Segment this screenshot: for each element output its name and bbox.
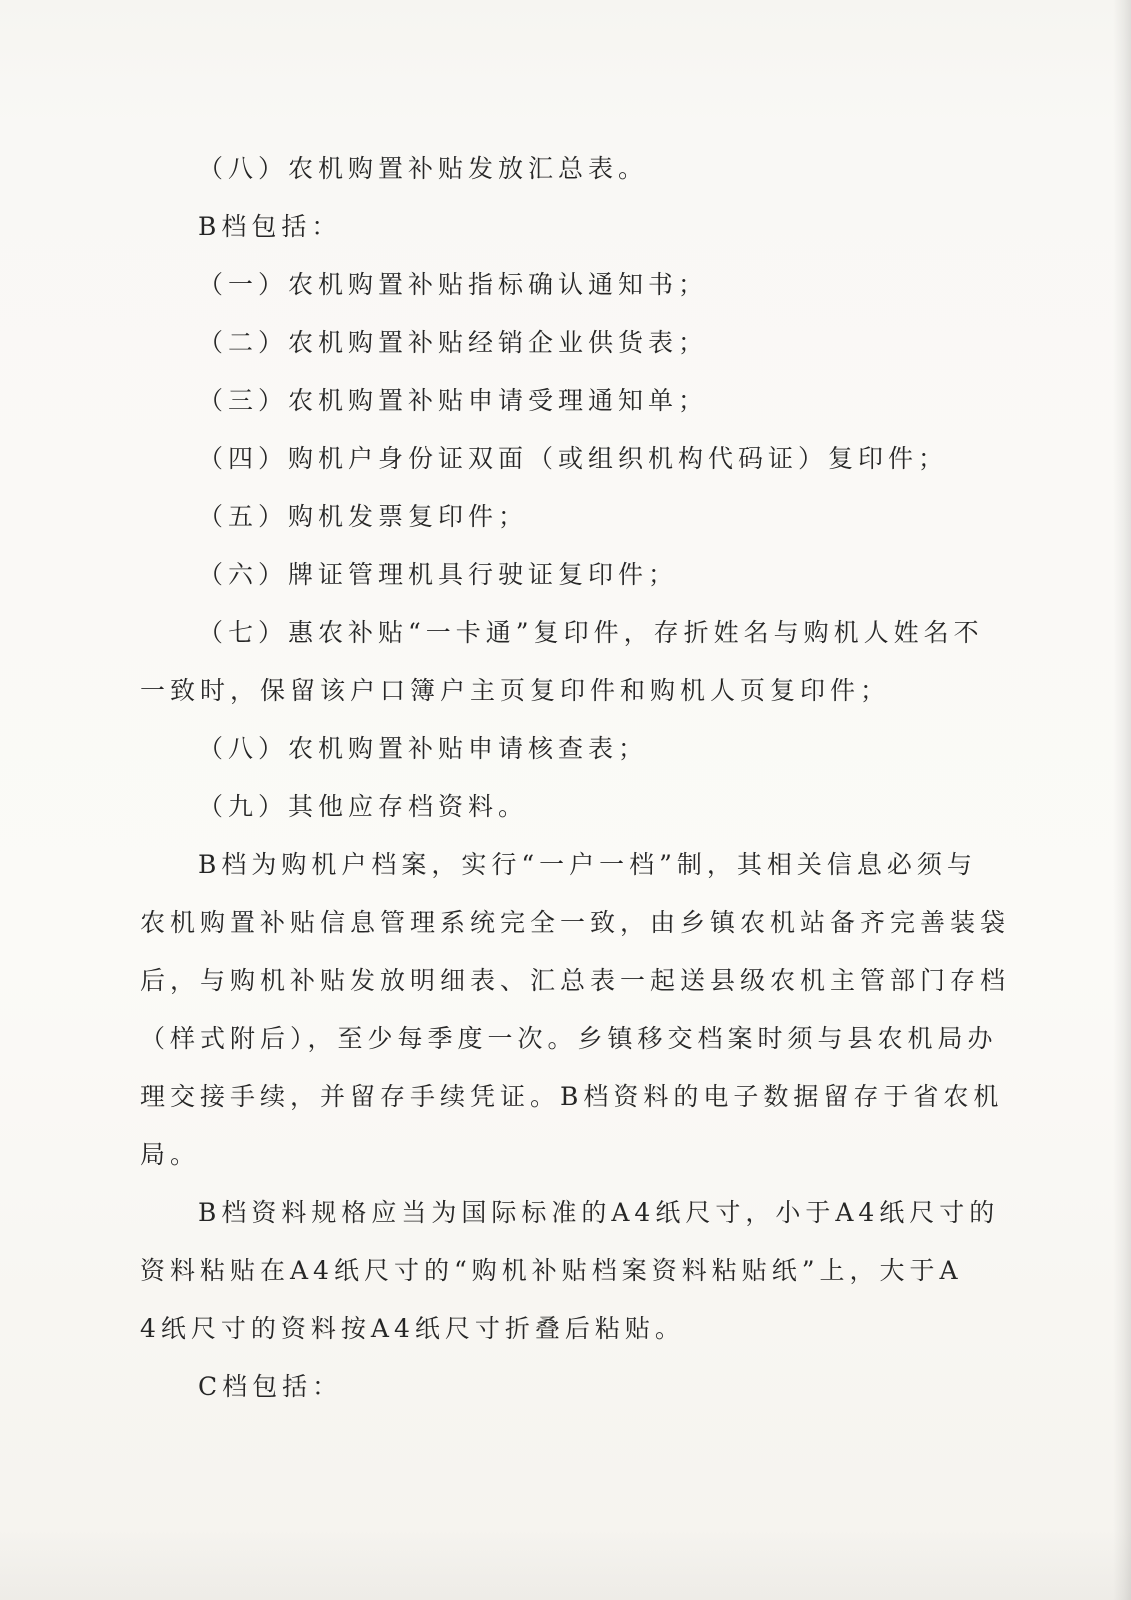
list-item-b-5: （五）购机发票复印件； (198, 502, 529, 531)
list-item-b-9: （九）其他应存档资料。 (198, 792, 529, 821)
list-item-b-6: （六）牌证管理机具行驶证复印件； (198, 560, 679, 589)
list-item-b-2: （二）农机购置补贴经销企业供货表； (198, 328, 709, 357)
paragraph-b-archive-line-2: 农机购置补贴信息管理系统完全一致，由乡镇农机站备齐完善装袋 (140, 908, 1011, 937)
paragraph-b-spec-line-1: B档资料规格应当为国际标准的A4纸尺寸，小于A4纸尺寸的 (198, 1198, 1000, 1227)
list-item-b-3: （三）农机购置补贴申请受理通知单； (198, 386, 709, 415)
section-heading-c: C档包括： (198, 1372, 343, 1401)
paragraph-b-archive-line-4: （样式附后），至少每季度一次。乡镇移交档案时须与县农机局办 (140, 1024, 998, 1053)
paragraph-b-spec-line-3: 4纸尺寸的资料按A4纸尺寸折叠后粘贴。 (140, 1314, 685, 1343)
paragraph-b-spec-line-2: 资料粘贴在A4纸尺寸的“购机补贴档案资料粘贴纸”上，大于A (140, 1256, 963, 1285)
paragraph-b-archive-line-1: B档为购机户档案，实行“一户一档”制，其相关信息必须与 (198, 850, 977, 879)
paragraph-b-archive-line-5: 理交接手续，并留存手续凭证。B档资料的电子数据留存于省农机 (140, 1082, 1004, 1111)
paragraph-b-archive-line-6: 局。 (140, 1140, 201, 1169)
list-item-b-7-continued: 一致时，保留该户口簿户主页复印件和购机人页复印件； (140, 676, 891, 705)
list-item-b-7: （七）惠农补贴“一卡通”复印件，存折姓名与购机人姓名不 (198, 618, 984, 647)
page-bottom-shadow (0, 1530, 1131, 1600)
list-item-b-4: （四）购机户身份证双面（或组织机构代码证）复印件； (198, 444, 949, 473)
section-heading-b: B档包括： (198, 212, 342, 241)
paragraph-b-archive-line-3: 后，与购机补贴发放明细表、汇总表一起送县级农机主管部门存档 (140, 966, 1011, 995)
document-body (140, 140, 1010, 1416)
page-edge-shadow (1113, 0, 1131, 1600)
list-item-b-8: （八）农机购置补贴申请核查表； (198, 734, 649, 763)
list-item-summary-table: （八）农机购置补贴发放汇总表。 (198, 154, 649, 183)
list-item-b-1: （一）农机购置补贴指标确认通知书； (198, 270, 709, 299)
